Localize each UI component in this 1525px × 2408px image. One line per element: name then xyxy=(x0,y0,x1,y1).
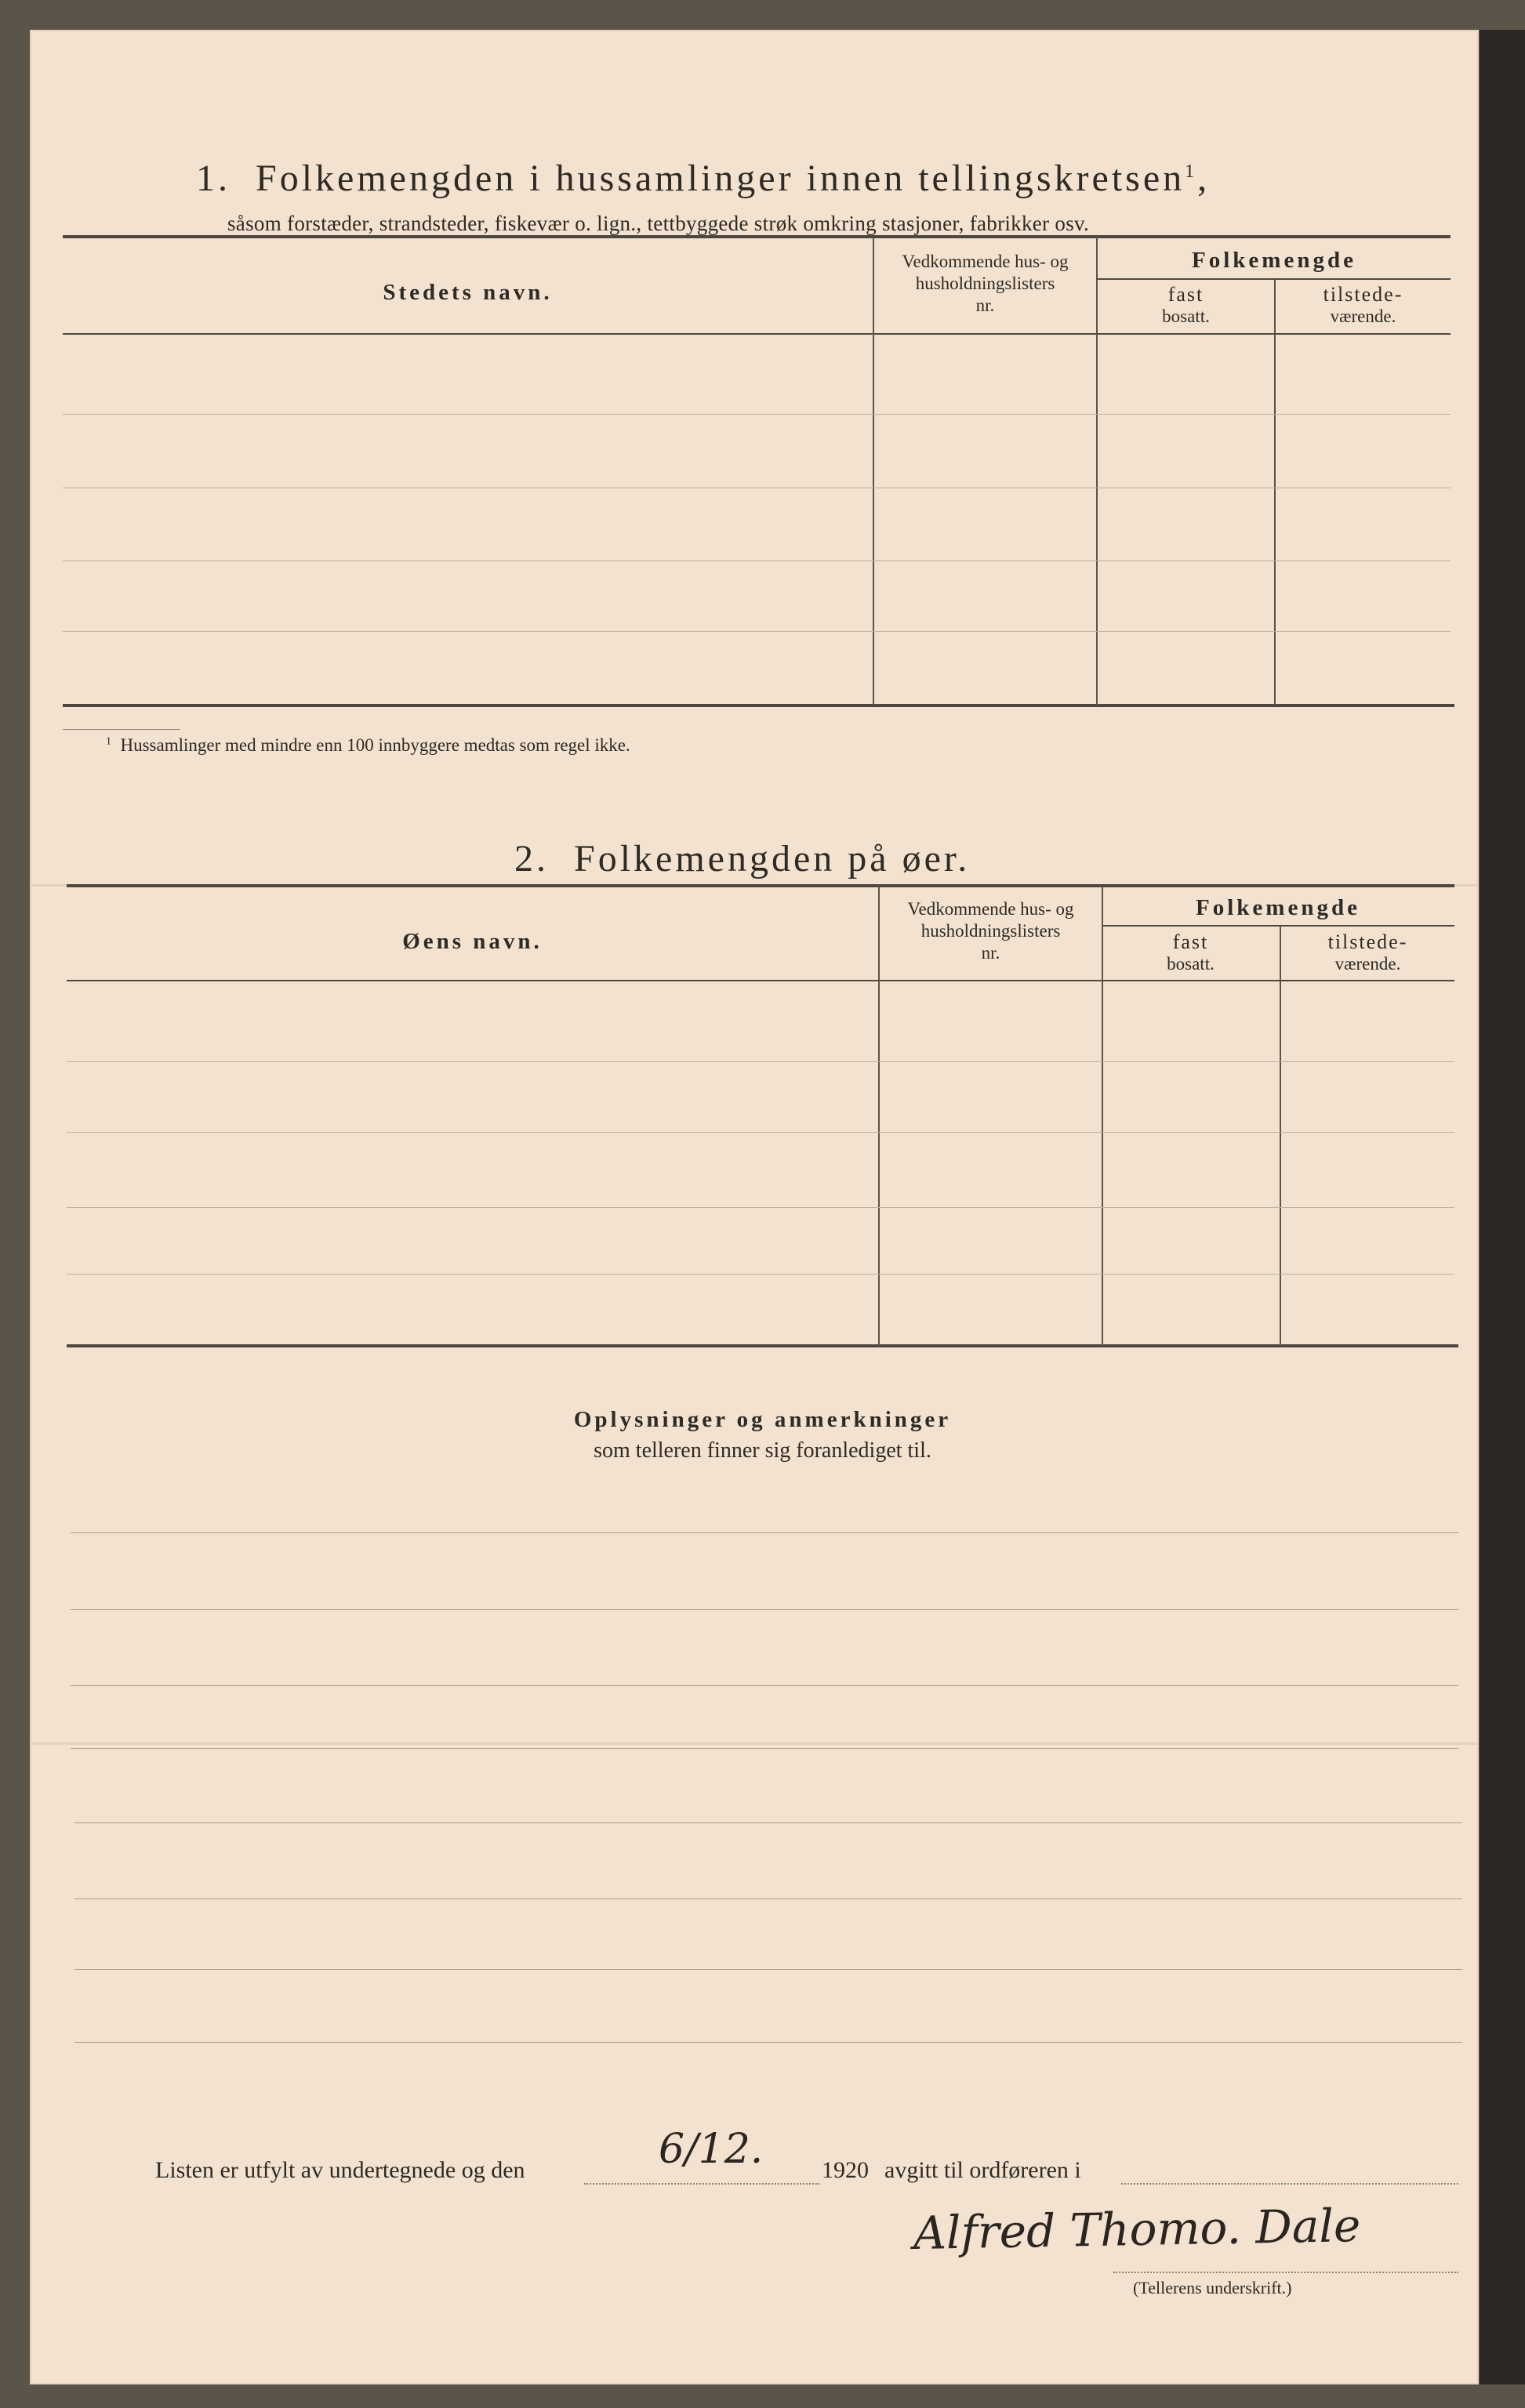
col-fast-line: bosatt. xyxy=(1167,954,1215,974)
table1-col-pop-header: Folkemengde xyxy=(1192,248,1356,273)
table1-col-name-header: Stedets navn. xyxy=(383,280,553,305)
table1-header-rule xyxy=(63,333,1451,335)
table2-top-rule xyxy=(67,884,1454,887)
table1-row-line xyxy=(63,414,1451,415)
remarks-line xyxy=(74,1822,1462,1823)
date-fill-line xyxy=(584,2183,819,2185)
table2-col-list-header xyxy=(880,898,1102,964)
col-tilstede-line: tilstede- xyxy=(1323,283,1403,306)
table1-row-line xyxy=(63,631,1451,632)
section2-number: 2. xyxy=(514,838,549,879)
col-list-line: Vedkommende hus- og xyxy=(907,899,1074,919)
col-fast-line: bosatt. xyxy=(1162,306,1210,326)
remarks-line xyxy=(71,1748,1458,1749)
table2-col-tilstede-header xyxy=(1281,931,1454,975)
table1-col-fast-header xyxy=(1098,284,1274,328)
table2-row-line xyxy=(67,1132,1454,1133)
paper-fold xyxy=(30,1743,1479,1745)
table2-row-line xyxy=(67,1061,1454,1062)
table2-col-fast-header xyxy=(1102,931,1280,975)
table2-col-name-header: Øens navn. xyxy=(402,929,543,954)
col-fast-line: fast xyxy=(1172,930,1209,953)
section1-number: 1. xyxy=(196,158,231,199)
section1-heading xyxy=(196,157,1210,200)
col-list-line: Vedkommende hus- og xyxy=(902,252,1069,271)
section2-heading xyxy=(514,837,970,880)
page-edge xyxy=(1480,30,1525,2384)
table1-row-line xyxy=(63,560,1451,561)
handwritten-signature: Alfred Thomo. Dale xyxy=(913,2199,1361,2260)
section1-title-end: , xyxy=(1197,158,1211,199)
remarks-line xyxy=(74,1898,1462,1899)
section1-title: Folkemengden i hussamlinger innen tellingskretsen xyxy=(256,158,1186,199)
signature-suffix: avgitt til ordføreren i xyxy=(884,2157,1081,2183)
col-tilstede-line: tilstede- xyxy=(1327,930,1408,953)
col-tilstede-line: værende. xyxy=(1330,306,1396,326)
place-fill-line xyxy=(1121,2183,1458,2185)
table2-bottom-rule xyxy=(67,1344,1458,1347)
table2-pop-rule xyxy=(1102,925,1454,927)
signature-caption: (Tellerens underskrift.) xyxy=(1133,2278,1292,2297)
col-list-line: husholdningslisters xyxy=(915,274,1055,293)
signature-year: 1920 xyxy=(822,2157,869,2183)
remarks-line xyxy=(71,1685,1458,1686)
section2-title: Folkemengden på øer. xyxy=(574,838,971,879)
section1-title-sup: 1 xyxy=(1185,161,1198,182)
remarks-subtitle: som telleren finner sig foranlediget til. xyxy=(594,1438,931,1463)
table1-top-rule xyxy=(63,235,1451,238)
table2-col-pop-header: Folkemengde xyxy=(1196,895,1360,920)
table2-col-divider xyxy=(1280,927,1281,1346)
footnote-rule xyxy=(63,729,180,730)
remarks-title: Oplysninger og anmerkninger xyxy=(573,1407,952,1432)
col-list-line: nr. xyxy=(975,296,995,315)
col-fast-line: fast xyxy=(1167,283,1204,306)
table1-col-list-header xyxy=(874,251,1096,317)
col-list-line: nr. xyxy=(981,943,1000,963)
remarks-line xyxy=(74,1969,1462,1970)
col-tilstede-line: værende. xyxy=(1334,954,1401,974)
remarks-line xyxy=(71,1609,1458,1610)
table2-row-line xyxy=(67,1207,1454,1208)
footnote-text: Hussamlinger med mindre enn 100 innbyggere medtas som regel ikke. xyxy=(120,735,630,755)
handwritten-date: 6/12. xyxy=(659,2126,764,2173)
table1-bottom-rule xyxy=(63,704,1454,707)
table1-col-tilstede-header xyxy=(1276,284,1451,328)
footnote xyxy=(106,735,630,756)
remarks-line xyxy=(71,1532,1458,1533)
signature-prefix: Listen er utfylt av undertegnede og den xyxy=(155,2157,525,2183)
remarks-line xyxy=(74,2042,1462,2043)
section1-subtitle: såsom forstæder, strandsteder, fiskevær o. lign., tettbyggede strøk omkring stasjoner, fabrikker osv. xyxy=(227,212,1090,235)
signature-fill-line xyxy=(1113,2272,1458,2273)
table2-row-line xyxy=(67,1274,1454,1275)
footnote-mark: 1 xyxy=(106,735,111,748)
col-list-line: husholdningslisters xyxy=(920,921,1061,941)
table2-header-rule xyxy=(67,980,1454,981)
table1-col-divider xyxy=(1274,280,1276,705)
